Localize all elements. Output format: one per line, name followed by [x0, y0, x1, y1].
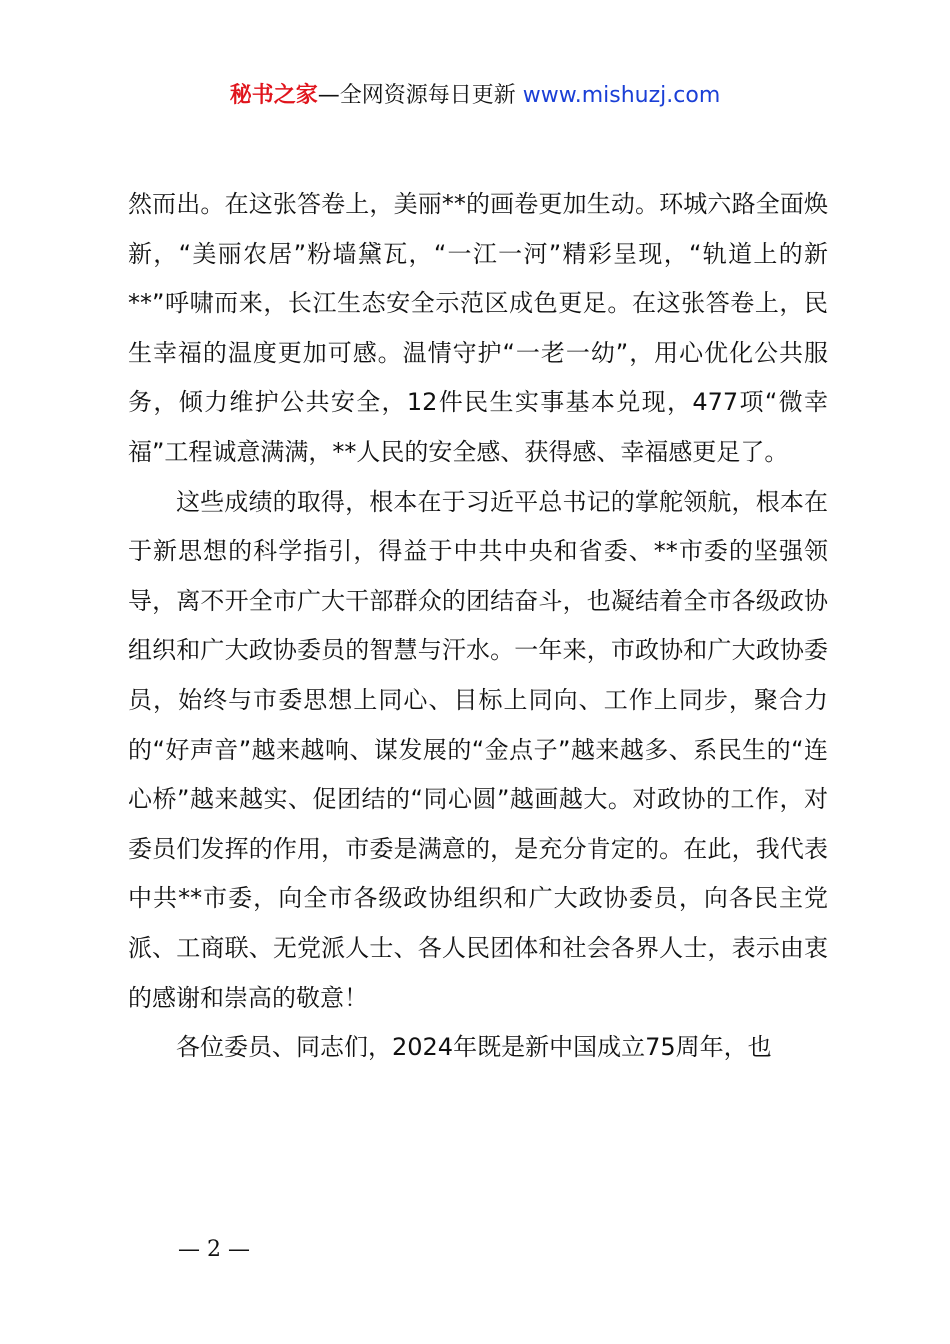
page-number: — 2 — [178, 1237, 250, 1262]
paragraph-achievements: 这些成绩的取得，根本在于习近平总书记的掌舵领航，根本在于新思想的科学指引，得益于中共中央和省委、**市委的坚强领导，离不开全市广大干部群众的团结奋斗，也凝结着全市各级政协组织和广大政协委员的智慧与汗水。一年来，市政协和广大政协委员，始终与市委思想上同心、目标上同向、工作上同步，聚合力的“好声音”越来越响、谋发展的“金点子”越来越多、系民生的“连心桥”越来越实、促团结的“同心圆”越画越大。对政协的工作，对委员们发挥的作用，市委是满意的，是充分肯定的。在此，我代表中共**市委，向全市各级政协组织和广大政协委员，向各民主党派、工商联、无党派人士、各人民团体和社会各界人士，表示由衷的感谢和崇高的敬意！ [128, 487, 828, 1012]
document-body [128, 180, 828, 1073]
paragraph-2024: 各位委员、同志们，2024年既是新中国成立75周年，也 [176, 1033, 772, 1062]
header-tagline: —全网资源每日更新 [317, 83, 516, 108]
site-header [0, 80, 950, 112]
paragraph-continued: 然而出。在这张答卷上，美丽**的画卷更加生动。环城六路全面焕新，“美丽农居”粉墙黛瓦，“一江一河”精彩呈现，“轨道上的新**”呼啸而来，长江生态安全示范区成色更足。在这张答卷上，民生幸福的温度更加可感。温情守护“一老一幼”，用心优化公共服务，倾力维护公共安全，12件民生实事基本兑现，477项“微幸福”工程诚意满满，**人民的安全感、获得感、幸福感更足了。 [128, 190, 828, 466]
header-url-link[interactable]: www.mishuzj.com [522, 83, 721, 108]
brand-name: 秘书之家 [229, 83, 318, 108]
